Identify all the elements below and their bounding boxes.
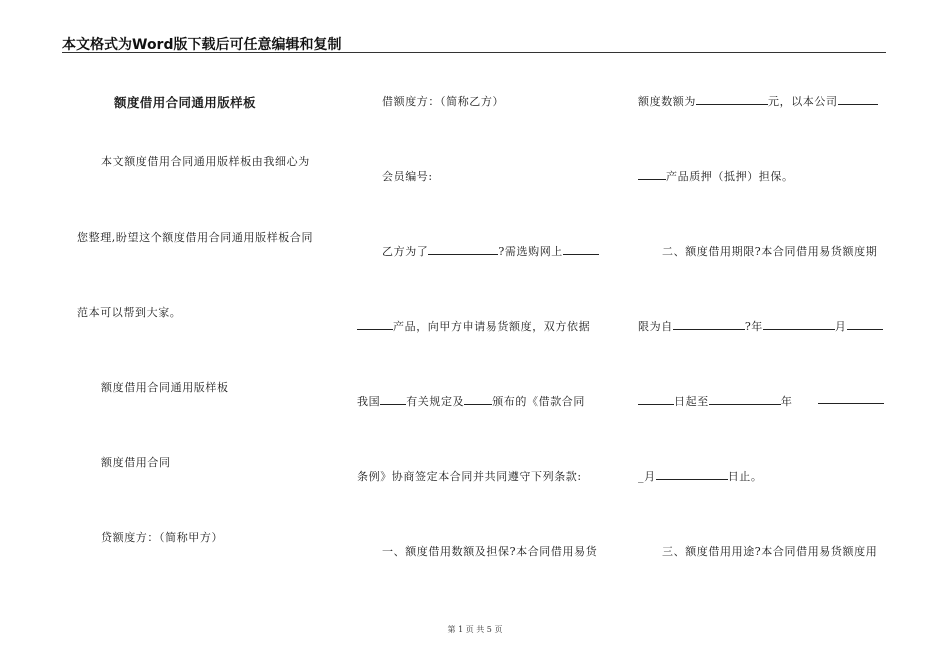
paragraph-line: 贷额度方：（简称甲方） bbox=[101, 531, 224, 544]
blank-underline bbox=[763, 319, 835, 330]
text-fragment: 产品，向甲方申请易货额度，双方依据 bbox=[393, 320, 591, 333]
paragraph-line: 您整理,盼望这个额度借用合同通用版样板合同 bbox=[77, 231, 314, 244]
blank-underline bbox=[673, 319, 745, 330]
blank-underline bbox=[464, 394, 492, 405]
paragraph-line bbox=[638, 318, 883, 334]
text-fragment: 元，以本公司 bbox=[768, 95, 838, 108]
paragraph-line: 三、额度借用用途?本合同借用易货额度用 bbox=[662, 545, 878, 558]
paragraph-line bbox=[638, 393, 792, 409]
text-fragment: ?需选购网上 bbox=[498, 245, 563, 258]
text-fragment: 日起至 bbox=[674, 395, 709, 408]
text-fragment: _月 bbox=[638, 470, 656, 483]
blank-underline bbox=[638, 169, 666, 180]
text-fragment: 乙方为了 bbox=[382, 245, 429, 258]
blank-underline bbox=[563, 244, 599, 255]
blank-underline bbox=[428, 244, 498, 255]
blank-underline bbox=[696, 94, 768, 105]
paragraph-line bbox=[357, 318, 590, 334]
paragraph-line: 一、额度借用数额及担保?本合同借用易货 bbox=[382, 545, 598, 558]
blank-underline bbox=[380, 394, 406, 405]
text-fragment: ?年 bbox=[744, 320, 763, 333]
paragraph-line bbox=[638, 468, 763, 484]
text-fragment: 有关规定及 bbox=[406, 395, 465, 408]
paragraph-line bbox=[357, 393, 585, 409]
paragraph-line: 额度借用合同通用版样板 bbox=[101, 381, 229, 394]
paragraph-line: 借额度方：（简称乙方） bbox=[382, 95, 505, 108]
paragraph-line: 条例》协商签定本合同并共同遵守下列条款: bbox=[357, 470, 582, 483]
text-fragment: 日止。 bbox=[727, 470, 763, 483]
paragraph-line bbox=[382, 243, 599, 259]
blank-underline bbox=[818, 393, 884, 404]
paragraph-line: 范本可以帮到大家。 bbox=[77, 306, 182, 319]
page-number: 第 1 页 共 5 页 bbox=[447, 625, 503, 634]
blank-underline bbox=[847, 319, 883, 330]
text-fragment: 年 bbox=[780, 395, 793, 408]
paragraph-line bbox=[638, 168, 794, 184]
paragraph-line: 二、额度借用期限?本合同借用易货额度期 bbox=[662, 245, 878, 258]
document-title: 额度借用合同通用版样板 bbox=[114, 95, 256, 110]
paragraph-line: 本文额度借用合同通用版样板由我细心为 bbox=[101, 155, 310, 168]
paragraph-line: 额度借用合同 bbox=[101, 456, 171, 469]
text-fragment: 额度数额为 bbox=[638, 95, 696, 108]
header-title: 本文格式为Word版下载后可任意编辑和复制 bbox=[62, 37, 342, 53]
paragraph-line bbox=[638, 93, 878, 109]
blank-underline bbox=[656, 469, 728, 480]
header-rule bbox=[62, 52, 886, 53]
blank-underline bbox=[357, 319, 393, 330]
text-fragment: 产品质押（抵押）担保。 bbox=[666, 170, 794, 183]
text-fragment: 颁布的《借款合同 bbox=[492, 395, 586, 408]
blank-underline bbox=[838, 94, 878, 105]
blank-underline bbox=[638, 394, 674, 405]
blank-underline bbox=[709, 394, 781, 405]
text-fragment: 我国 bbox=[357, 395, 381, 408]
text-fragment: 限为自 bbox=[638, 320, 673, 333]
text-fragment: 月 bbox=[834, 320, 847, 333]
paragraph-line: 会员编号: bbox=[382, 170, 433, 183]
